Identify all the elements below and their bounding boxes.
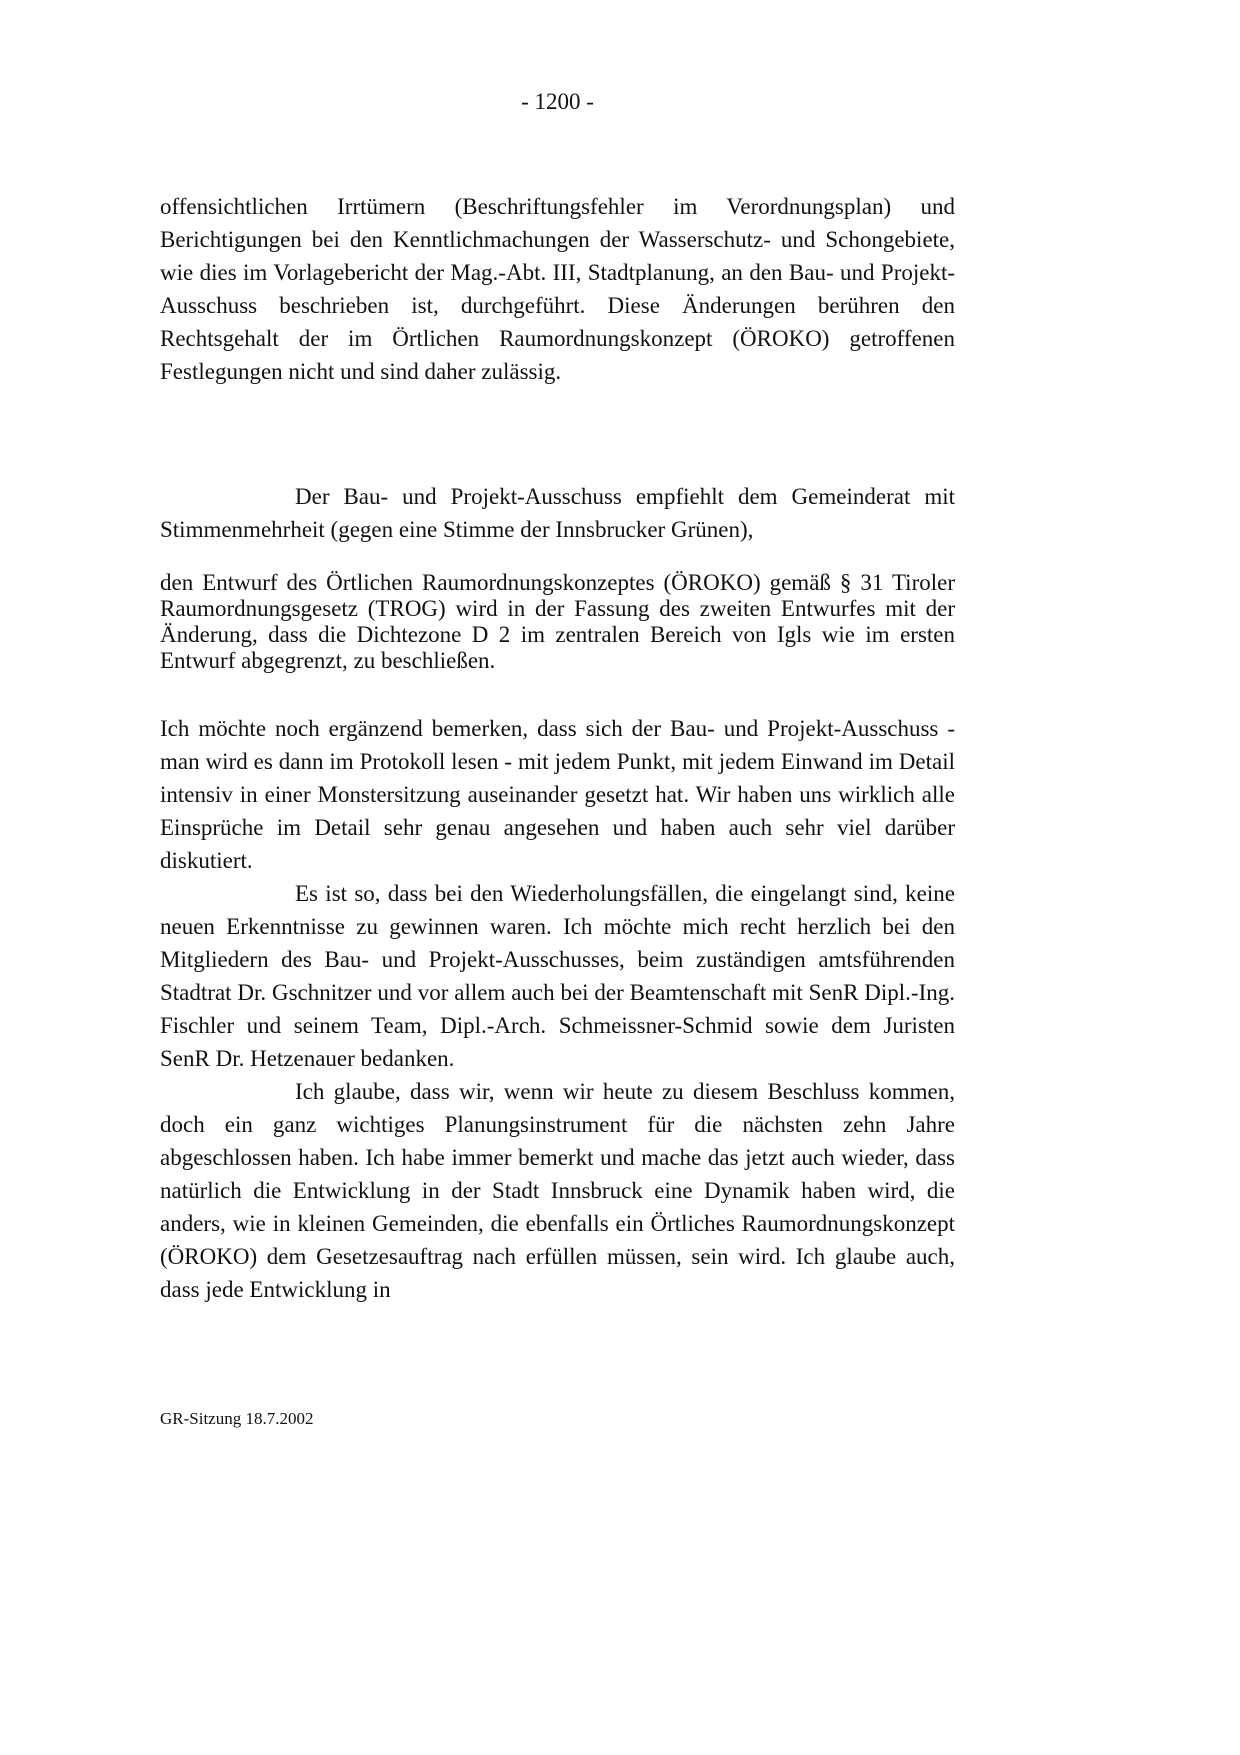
paragraph-remarks: Ich möchte noch ergänzend bemerken, dass sich der Bau- und Projekt-Ausschuss - man wird es dann im Protokoll lesen - mit jedem Punkt, mit jedem Einwand im Detail intensiv in einer Monstersitzung auseinander gesetzt hat. Wir haben uns wirklich alle Einsprüche im Detail sehr genau angesehen und haben auch sehr viel darüber diskutiert. [160, 716, 955, 873]
page-content [160, 190, 955, 1306]
page-footer: GR-Sitzung 18.7.2002 [160, 1409, 314, 1428]
paragraph-thanks: Es ist so, dass bei den Wiederholungsfällen, die eingelangt sind, keine neuen Erkenntnisse zu gewinnen waren. Ich möchte mich recht herzlich bei den Mitgliedern des Bau- und Projekt-Ausschusses, beim zuständigen amtsführenden Stadtrat Dr. Gschnitzer und vor allem auch bei der Beamtenschaft mit SenR Dipl.-Ing. Fischler und seinem Team, Dipl.-Arch. Schmeissner-Schmid sowie dem Juristen SenR Dr. Hetzenauer bedanken. [160, 881, 955, 1071]
paragraph-resolution-text: den Entwurf des Örtlichen Raumordnungskonzeptes (ÖROKO) gemäß § 31 Tiroler Raumordnungsgesetz (TROG) wird in der Fassung des zweiten Entwurfes mit der Änderung, dass die Dichtezone D 2 im zentralen Bereich von Igls wie im ersten Entwurf abgegrenzt, zu beschließen. [160, 570, 955, 673]
page-number: - 1200 - [521, 89, 594, 114]
paragraph-committee-recommendation: Der Bau- und Projekt-Ausschuss empfiehlt dem Gemeinderat mit Stimmenmehrheit (gegen eine Stimme der Innsbrucker Grünen), [160, 484, 955, 542]
paragraph-outlook: Ich glaube, dass wir, wenn wir heute zu diesem Beschluss kommen, doch ein ganz wichtiges Planungsinstrument für die nächsten zehn Jahre abgeschlossen haben. Ich habe immer bemerkt und mache das jetzt auch wieder, dass natürlich die Entwicklung in der Stadt Innsbruck eine Dynamik haben wird, die anders, wie in kleinen Gemeinden, die ebenfalls ein Örtliches Raumordnungskonzept (ÖROKO) dem Gesetzesauftrag nach erfüllen müssen, sein wird. Ich glaube auch, dass jede Entwicklung in [160, 1079, 955, 1302]
paragraph-corrections: offensichtlichen Irrtümern (Beschriftungsfehler im Verordnungsplan) und Berichtigungen bei den Kenntlichmachungen der Wasserschutz- und Schongebiete, wie dies im Vorlagebericht der Mag.-Abt. III, Stadtplanung, an den Bau- und Projekt-Ausschuss beschrieben ist, durchgeführt. Diese Änderungen berühren den Rechtsgehalt der im Örtlichen Raumordnungskonzept (ÖROKO) getroffenen Festlegungen nicht und sind daher zulässig. [160, 194, 955, 384]
